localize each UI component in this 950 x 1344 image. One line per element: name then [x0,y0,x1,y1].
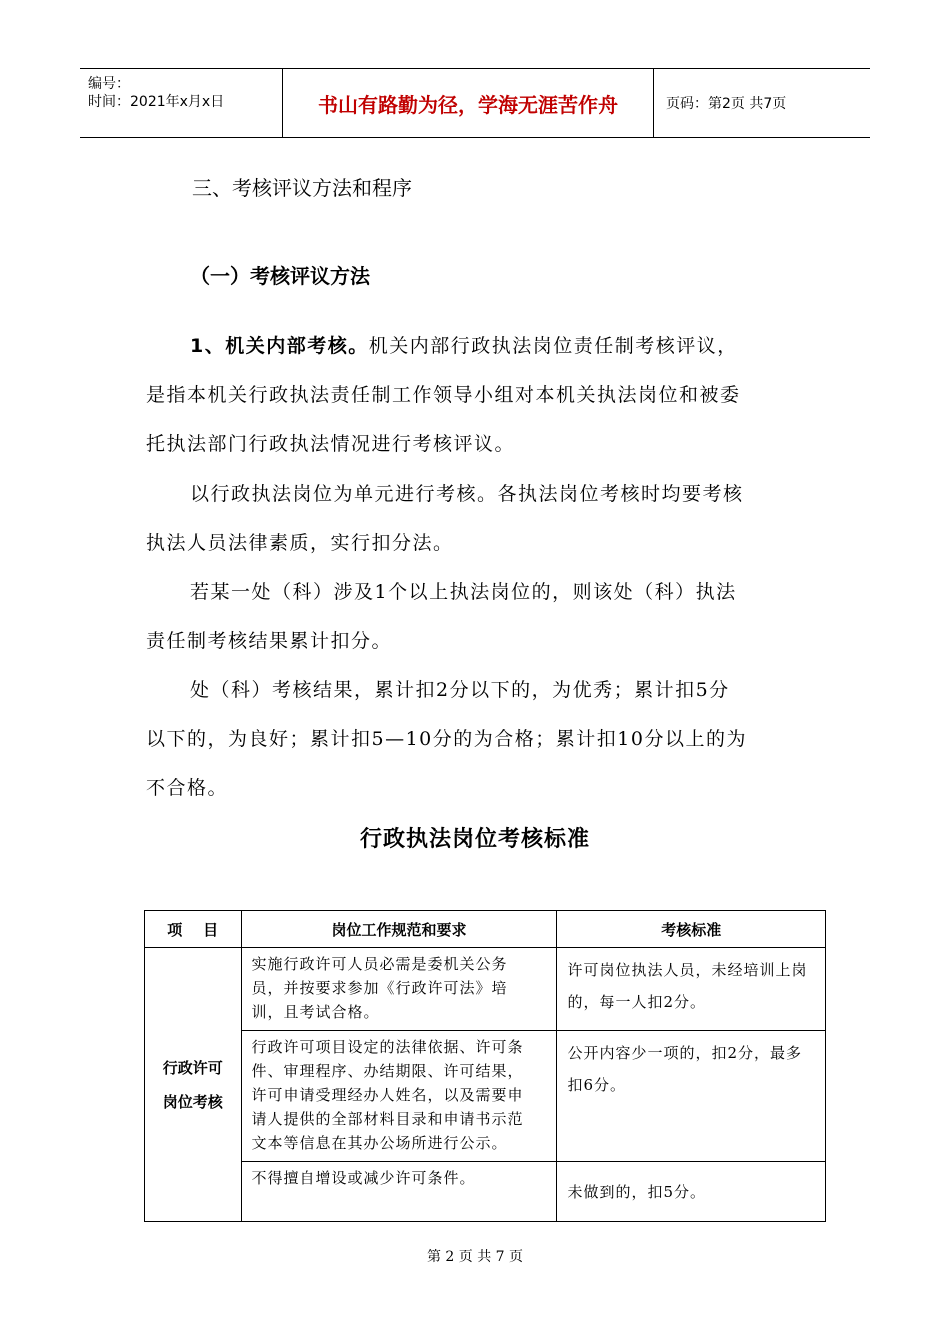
standard-cell: 公开内容少一项的，扣2分，最多 扣6分。 [557,1031,826,1162]
category-cell: 行政许可 岗位考核 [145,948,242,1222]
number-label: 编号： [88,76,130,92]
paragraph-line: 以行政执法岗位为单元进行考核。各执法岗位考核时均要考核 [190,483,744,505]
header-page-info: 页码：第2页 共7页 [666,96,787,112]
date-label: 时间：2021年x月x日 [88,94,225,110]
paragraph-cumulative [146,568,810,666]
page-footer: 第 2 页 共 7 页 [426,1249,524,1265]
header-meta [80,69,283,137]
header-standard: 考核标准 [557,911,826,948]
assessment-table [144,910,826,1222]
paragraph-line: 不合格。 [146,777,229,799]
requirement-cell: 实施行政许可人员必需是委机关公务 员，并按要求参加《行政许可法》培 训，且考试合格。 [241,948,557,1031]
paragraph-line: 托执法部门行政执法情况进行考核评议。 [146,433,516,455]
table-header-row [145,911,826,948]
paragraph-internal-review [146,322,810,469]
table-title: 行政执法岗位考核标准 [359,827,590,852]
paragraph-line: 是指本机关行政执法责任制工作领导小组对本机关执法岗位和被委 [146,384,741,406]
standard-cell: 未做到的，扣5分。 [557,1162,826,1222]
paragraph-line: 责任制考核结果累计扣分。 [146,630,393,652]
header-motto: 书山有路勤为径，学海无涯苦作舟 [283,69,654,137]
paragraph-unit [146,470,810,568]
table-row [145,1162,826,1222]
paragraph-lead: 1、机关内部考核。 [190,335,369,357]
page-header [80,68,870,138]
header-requirements: 岗位工作规范和要求 [241,911,557,948]
paragraph-line: 执法人员法律素质，实行扣分法。 [146,532,454,554]
section-title: 三、考核评议方法和程序 [192,176,412,200]
header-item: 项 目 [145,911,242,948]
requirement-cell: 不得擅自增设或减少许可条件。 [241,1162,557,1222]
paragraph-line: 若某一处（科）涉及1个以上执法岗位的，则该处（科）执法 [190,581,737,603]
paragraph-line: 机关内部行政执法岗位责任制考核评议， [368,335,738,357]
paragraph-grading [146,666,810,813]
requirement-cell: 行政许可项目设定的法律依据、许可条 件、审理程序、办结期限、许可结果， 许可申请受理经办人姓名，以及需要申 请人提供的全部材料目录和申请书示范 文本等信息在其办公场所进行公示。 [241,1031,557,1162]
table-row [145,1031,826,1162]
subsection-title: （一）考核评议方法 [190,264,370,288]
paragraph-line: 处（科）考核结果，累计扣2分以下的，为优秀；累计扣5分 [190,679,730,701]
standard-cell: 许可岗位执法人员，未经培训上岗 的，每一人扣2分。 [557,948,826,1031]
paragraph-line: 以下的，为良好；累计扣5—10分的为合格；累计扣10分以上的为 [146,728,747,750]
table-row [145,948,826,1031]
